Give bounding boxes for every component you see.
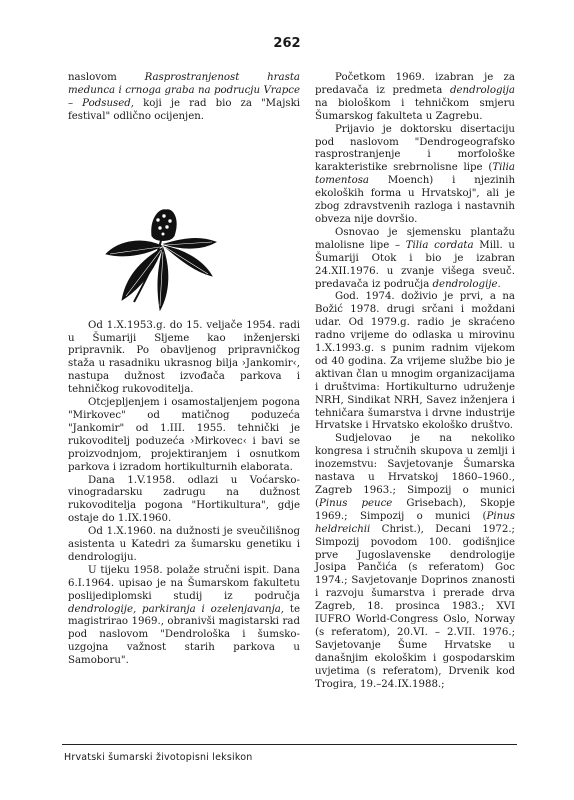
footer-text: Hrvatski šumarski životopisni leksikon [64, 752, 253, 763]
page-number: 262 [273, 36, 301, 51]
text-run: Sudjelovao je na nekoliko kongresa i stručnih skupova u zemlji i inozemstvu: Savjetovanje Šumarska nastava u Hrvatskoj 1860–1960., Zagreb 1963.; Simpozij o munici ( [315, 433, 515, 509]
italic-run: dendrologije [432, 278, 498, 290]
italic-run: Tilia tomentosa [315, 162, 515, 187]
right-paragraph-4: God. 1974. doživio je prvi, a na Božić 1978. drugi srčani i moždani udar. Od 1979.g. radio je skraćeno radno vrijeme do odlaska u mirovinu 1.X.1993.g. s punim radnim vijekom od 40 godina. Za vrijeme službe bio je aktivan član u mnogim organizacijama i društvima: Hortikulturno udruženje NRH, Sindikat NRH, Savez inženjera i tehničara šumarstva i drvne industrije Hrvatske i Hrvatsko ekološko društvo. [315, 291, 515, 432]
italic-run: Pinus peuce [318, 497, 393, 509]
italic-run: Pinus heldreichii [315, 510, 515, 535]
italic-run: dendrologija [449, 84, 515, 96]
intro-text-rest: koji je rad bio za "Majski festival" odlično ocijenjen. [68, 97, 301, 122]
text-run: Grisebach), Skopje 1969.; Simpozij o munici ( [315, 497, 515, 522]
left-paragraph-1: Od 1.X.1953.g. do 15. veljače 1954. radi u Šumariji Sljeme kao inženjerski pripravnik. Po obavljenog pripravničkog staža u rasadniku ukrasnog bilja ›Jankomir‹, nastupa dužnost izvođača parkova i tehničkog rukovoditelja. [68, 319, 300, 396]
text-run: Početkom 1969. izabran je za predavača iz predmeta [315, 72, 515, 96]
text-run: Mill. u Šumariji Otok i bio je izabran 24.XII.1976. u zvanje višega sveuč. predavača iz područja [315, 239, 515, 290]
text-run: Moench) i njezinih ekoloških forma u Hrvatskoj", ali je zbog zdravstvenih razloga i nastavnih obveza nije dovršio. [315, 175, 515, 225]
italic-run: dendrologije, parkiranja i ozelenjavanja, [68, 603, 285, 615]
text-run: Prijavio je doktorsku disertaciju pod naslovom "Dendrogeografsko rasprostranjenje i morfološke karakteristike srebrnolisne lipe ( [315, 123, 515, 174]
intro-text: naslovom [68, 72, 145, 83]
text-run: Osnovao je sjemensku plantažu malolisne lipe – [315, 226, 515, 251]
right-paragraph-1 [315, 72, 515, 124]
right-paragraph-3 [315, 227, 515, 292]
intro-paragraph [68, 72, 300, 124]
right-column [315, 72, 515, 692]
left-paragraph-3: Dana 1.V.1958. odlazi u Voćarsko-vinogradarsku zadrugu na dužnost rukovoditelja pogona "Hortikultura", gdje ostaje do 1.IX.1960. [68, 474, 300, 525]
left-paragraph-5 [68, 565, 300, 668]
text-run: Christ.), Decani 1972.; Simpozij povodom 100. godišnjice prve Jugoslavenske dendrologije Josipa Pančića (s referatom) Goc 1974.; Savjetovanje Doprinos znanosti i razvoju šumarstva i prerade drva Zagreb, 18. prosinca 1983.; XVI IUFRO World-Congress Oslo, Norway (s referatom), 20.VI. – 2.VII. 1976.; Savjetovanje Šume Hrvatske u današnjim ekološkim i gospodarskim uvjetima (s referatom), Drvenik kod Trogira, 19.–24.IX.1988.; [315, 523, 515, 690]
text-run: na biološkom i tehničkom smjeru Šumarskog fakulteta u Zagrebu. [315, 97, 515, 122]
left-paragraph-4: Od 1.X.1960. na dužnosti je sveučilišnog asistenta u Katedri za šumarsku genetiku i dendrologiju. [68, 526, 300, 563]
left-column [68, 72, 300, 668]
italic-run: Tilia cordata [405, 239, 474, 251]
right-paragraph-2 [315, 124, 515, 227]
intro-title-italic: Rasprostranjenost hrasta medunca i crnoga graba na podrucju Vrapce – Podsused, [68, 72, 301, 109]
left-paragraph-2: Otcjepljenjem i osamostaljenjem pogona "Mirkovec" od matičnog poduzeća "Jankomir" od 1.III. 1955. tehnički je rukovoditelj poduzeća ›Mirkovec‹ i bavi se proizvodnjom, projektiranjem i osnutkom parkova i izradom hortikulturnih elaborata. [68, 397, 300, 473]
right-paragraph-5 [315, 433, 515, 691]
text-run: te magistrirao 1969., obranivši magistarski rad pod naslovom "Dendrološka i šumsko-uzgojna važnost starih parkova u Samoboru". [68, 603, 300, 667]
text-run: . [497, 278, 501, 290]
text-run: U tijeku 1958. polaže stručni ispit. Dana 6.I.1964. upisao je na Šumarskom fakultetu poslijediplomski studij iz područja [68, 564, 300, 602]
chestnut-branch-icon [100, 206, 220, 316]
footer-rule [62, 744, 517, 745]
